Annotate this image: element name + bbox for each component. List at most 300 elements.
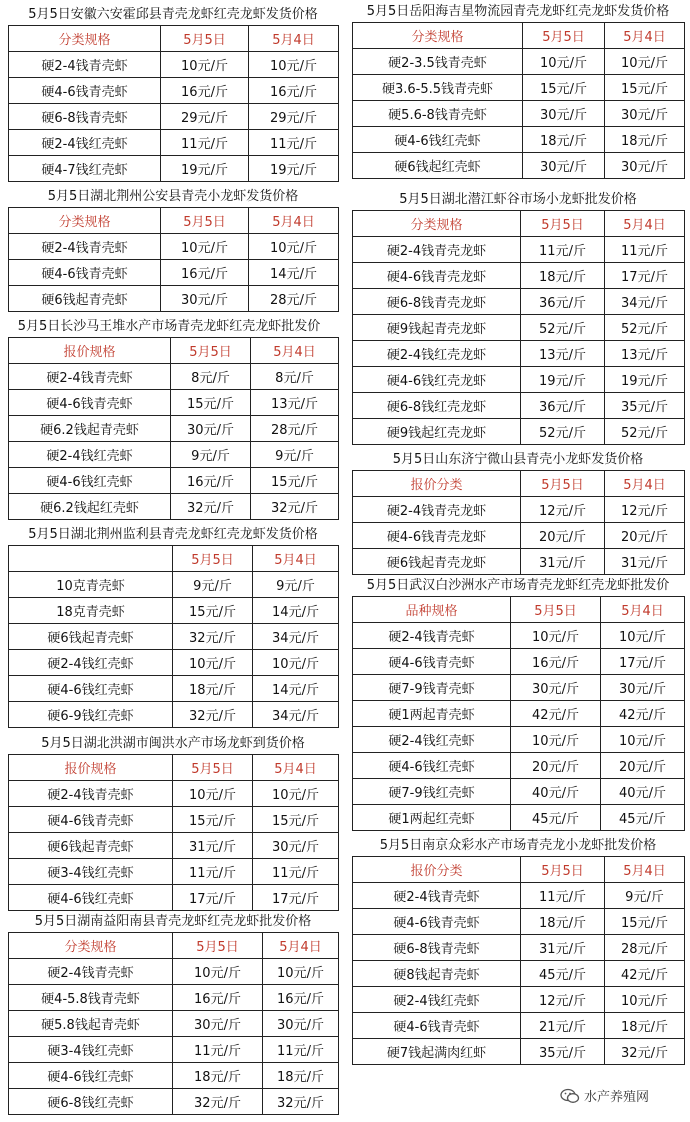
- spec-cell: 硬2-4钱红壳虾: [353, 987, 521, 1013]
- table-header-row: [9, 546, 339, 572]
- spec-cell: 硬2-4钱红壳龙虾: [353, 341, 521, 367]
- header-cell: 5月4日: [605, 23, 685, 49]
- table-row: [353, 779, 685, 805]
- header-cell: 5月4日: [601, 597, 685, 623]
- spec-cell: 硬2-4钱红壳虾: [9, 650, 173, 676]
- price-table: [8, 337, 339, 520]
- price-cell: 52元/斤: [605, 315, 685, 341]
- table-row: [353, 1013, 685, 1039]
- table-title: 5月5日岳阳海吉星物流园青壳龙虾红壳龙虾发货价格: [366, 4, 670, 19]
- table-row: [353, 101, 685, 127]
- price-cell: 29元/斤: [161, 104, 249, 130]
- price-cell: 10元/斤: [161, 234, 249, 260]
- table-row: [9, 1089, 339, 1115]
- price-cell: 8元/斤: [251, 364, 339, 390]
- header-cell: 5月5日: [173, 755, 253, 781]
- table-title: 5月5日长沙马王堆水产市场青壳龙虾红壳龙虾批发价: [17, 319, 321, 334]
- header-cell: 5月5日: [521, 857, 605, 883]
- price-cell: 32元/斤: [173, 1089, 263, 1115]
- price-cell: 34元/斤: [605, 289, 685, 315]
- price-table-block: [352, 190, 684, 445]
- header-cell: 5月5日: [161, 26, 249, 52]
- spec-cell: 硬6-9钱红壳虾: [9, 702, 173, 728]
- header-cell: 5月4日: [249, 26, 339, 52]
- price-cell: 9元/斤: [251, 442, 339, 468]
- price-cell: 11元/斤: [249, 130, 339, 156]
- price-cell: 10元/斤: [249, 52, 339, 78]
- table-row: [9, 468, 339, 494]
- price-cell: 11元/斤: [521, 883, 605, 909]
- price-cell: 12元/斤: [521, 987, 605, 1013]
- wechat-icon: [560, 1088, 580, 1104]
- price-cell: 10元/斤: [601, 623, 685, 649]
- table-row: [9, 833, 339, 859]
- table-row: [353, 75, 685, 101]
- price-cell: 18元/斤: [173, 676, 253, 702]
- spec-cell: 硬6钱起青壳虾: [9, 833, 173, 859]
- header-cell: 品种规格: [353, 597, 511, 623]
- table-row: [353, 909, 685, 935]
- price-cell: 9元/斤: [605, 883, 685, 909]
- price-cell: 17元/斤: [173, 885, 253, 911]
- price-cell: 15元/斤: [605, 75, 685, 101]
- table-title: 5月5日安徽六安霍邱县青壳龙虾红壳龙虾发货价格: [28, 7, 318, 22]
- header-cell: 5月5日: [511, 597, 601, 623]
- price-cell: 30元/斤: [253, 833, 339, 859]
- price-cell: 15元/斤: [523, 75, 605, 101]
- table-row: [353, 753, 685, 779]
- price-cell: 14元/斤: [249, 260, 339, 286]
- watermark: [560, 1086, 649, 1105]
- price-cell: 10元/斤: [511, 727, 601, 753]
- spec-cell: 硬4-7钱红壳虾: [9, 156, 161, 182]
- spec-cell: 硬4-6钱红壳虾: [9, 885, 173, 911]
- spec-cell: 硬7-9钱红壳虾: [353, 779, 511, 805]
- price-cell: 31元/斤: [521, 549, 605, 575]
- price-cell: 31元/斤: [173, 833, 253, 859]
- price-table: [352, 470, 685, 575]
- table-row: [353, 1039, 685, 1065]
- price-table: [352, 22, 685, 179]
- price-cell: 52元/斤: [605, 419, 685, 445]
- table-row: [9, 676, 339, 702]
- spec-cell: 硬6钱起青壳虾: [9, 624, 173, 650]
- price-cell: 10元/斤: [601, 727, 685, 753]
- header-cell: 5月4日: [249, 208, 339, 234]
- table-row: [9, 959, 339, 985]
- header-cell: 5月4日: [605, 857, 685, 883]
- header-cell: 5月5日: [171, 338, 251, 364]
- spec-cell: 硬4-5.8钱青壳虾: [9, 985, 173, 1011]
- price-cell: 18元/斤: [521, 263, 605, 289]
- spec-cell: 硬2-4钱青壳虾: [9, 959, 173, 985]
- price-table: [352, 210, 685, 445]
- price-cell: 35元/斤: [521, 1039, 605, 1065]
- price-cell: 18元/斤: [605, 1013, 685, 1039]
- price-cell: 28元/斤: [251, 416, 339, 442]
- price-table-block: [8, 187, 338, 312]
- table-row: [353, 289, 685, 315]
- price-cell: 18元/斤: [605, 127, 685, 153]
- spec-cell: 硬7-9钱青壳虾: [353, 675, 511, 701]
- spec-cell: 硬5.6-8钱青壳虾: [353, 101, 523, 127]
- price-cell: 45元/斤: [521, 961, 605, 987]
- header-cell: 分类规格: [353, 23, 523, 49]
- spec-cell: 硬1两起青壳虾: [353, 701, 511, 727]
- price-table-block: [8, 734, 338, 911]
- table-row: [9, 1011, 339, 1037]
- table-row: [353, 649, 685, 675]
- price-cell: 16元/斤: [249, 78, 339, 104]
- table-title: 5月5日湖南益阳南县青壳龙虾红壳龙虾批发价格: [34, 914, 312, 929]
- spec-cell: 硬4-6钱青壳虾: [353, 909, 521, 935]
- price-cell: 10元/斤: [523, 49, 605, 75]
- price-cell: 29元/斤: [249, 104, 339, 130]
- table-row: [353, 153, 685, 179]
- price-cell: 40元/斤: [511, 779, 601, 805]
- price-cell: 28元/斤: [249, 286, 339, 312]
- price-cell: 10元/斤: [605, 987, 685, 1013]
- price-table-block: [8, 5, 338, 182]
- header-cell: 报价分类: [353, 857, 521, 883]
- price-cell: 35元/斤: [605, 393, 685, 419]
- table-title: 5月5日湖北荆州监利县青壳龙虾红壳龙虾发货价格: [28, 527, 318, 542]
- spec-cell: 硬2-4钱青壳龙虾: [353, 237, 521, 263]
- table-title: 5月5日湖北荆州公安县青壳小龙虾发货价格: [47, 189, 299, 204]
- price-table-block: [8, 317, 338, 520]
- price-cell: 20元/斤: [601, 753, 685, 779]
- spec-cell: 硬4-6钱青壳虾: [9, 260, 161, 286]
- table-row: [353, 263, 685, 289]
- header-cell: [9, 546, 173, 572]
- spec-cell: 硬6.2钱起红壳虾: [9, 494, 171, 520]
- price-cell: 52元/斤: [521, 419, 605, 445]
- price-cell: 8元/斤: [171, 364, 251, 390]
- table-title: 5月5日湖北洪湖市闽洪水产市场龙虾到货价格: [41, 736, 305, 751]
- price-table-block: [352, 576, 684, 831]
- table-header-row: [353, 211, 685, 237]
- spec-cell: 硬4-6钱青壳虾: [353, 649, 511, 675]
- spec-cell: 硬4-6钱红壳虾: [353, 753, 511, 779]
- table-row: [9, 598, 339, 624]
- table-row: [9, 156, 339, 182]
- table-row: [353, 419, 685, 445]
- price-cell: 32元/斤: [251, 494, 339, 520]
- price-table-block: [352, 836, 684, 1065]
- header-cell: 5月5日: [173, 546, 253, 572]
- table-row: [353, 367, 685, 393]
- price-cell: 15元/斤: [253, 807, 339, 833]
- spec-cell: 硬6钱起青壳虾: [9, 286, 161, 312]
- table-header-row: [353, 23, 685, 49]
- table-row: [353, 961, 685, 987]
- price-cell: 10元/斤: [173, 959, 263, 985]
- spec-cell: 硬6钱起红壳虾: [353, 153, 523, 179]
- table-row: [353, 49, 685, 75]
- price-table: [8, 207, 339, 312]
- price-cell: 12元/斤: [521, 497, 605, 523]
- price-table: [8, 545, 339, 728]
- price-cell: 13元/斤: [605, 341, 685, 367]
- spec-cell: 硬6-8钱红壳虾: [9, 1089, 173, 1115]
- spec-cell: 硬4-6钱红壳虾: [353, 127, 523, 153]
- header-cell: 5月5日: [161, 208, 249, 234]
- table-row: [9, 885, 339, 911]
- price-table: [352, 856, 685, 1065]
- price-cell: 32元/斤: [173, 624, 253, 650]
- price-cell: 11元/斤: [605, 237, 685, 263]
- price-cell: 10元/斤: [263, 959, 339, 985]
- price-cell: 16元/斤: [161, 260, 249, 286]
- table-row: [9, 494, 339, 520]
- price-cell: 40元/斤: [601, 779, 685, 805]
- spec-cell: 硬2-4钱青壳虾: [9, 52, 161, 78]
- spec-cell: 硬9钱起青壳龙虾: [353, 315, 521, 341]
- spec-cell: 硬2-4钱青壳虾: [9, 364, 171, 390]
- table-row: [9, 442, 339, 468]
- price-table-block: [352, 450, 684, 575]
- price-cell: 12元/斤: [605, 497, 685, 523]
- table-header-row: [9, 208, 339, 234]
- table-row: [9, 390, 339, 416]
- price-table: [8, 25, 339, 182]
- header-cell: 5月4日: [253, 755, 339, 781]
- price-cell: 30元/斤: [523, 153, 605, 179]
- price-cell: 13元/斤: [521, 341, 605, 367]
- price-cell: 9元/斤: [171, 442, 251, 468]
- price-cell: 30元/斤: [263, 1011, 339, 1037]
- price-cell: 11元/斤: [253, 859, 339, 885]
- price-cell: 20元/斤: [521, 523, 605, 549]
- header-cell: 5月4日: [251, 338, 339, 364]
- spec-cell: 硬8钱起青壳虾: [353, 961, 521, 987]
- header-cell: 5月4日: [253, 546, 339, 572]
- price-cell: 10元/斤: [249, 234, 339, 260]
- price-cell: 13元/斤: [251, 390, 339, 416]
- table-row: [353, 805, 685, 831]
- price-table: [352, 596, 685, 831]
- spec-cell: 硬4-6钱青壳虾: [9, 807, 173, 833]
- price-cell: 42元/斤: [605, 961, 685, 987]
- price-cell: 45元/斤: [511, 805, 601, 831]
- spec-cell: 硬4-6钱青壳龙虾: [353, 263, 521, 289]
- price-table-block: [8, 525, 338, 728]
- header-cell: 报价规格: [9, 755, 173, 781]
- price-cell: 16元/斤: [511, 649, 601, 675]
- spec-cell: 18克青壳虾: [9, 598, 173, 624]
- table-row: [353, 341, 685, 367]
- table-row: [353, 987, 685, 1013]
- table-row: [9, 260, 339, 286]
- table-row: [353, 315, 685, 341]
- price-cell: 18元/斤: [523, 127, 605, 153]
- spec-cell: 硬9钱起红壳龙虾: [353, 419, 521, 445]
- price-cell: 14元/斤: [253, 676, 339, 702]
- price-cell: 18元/斤: [173, 1063, 263, 1089]
- price-cell: 52元/斤: [521, 315, 605, 341]
- price-cell: 17元/斤: [601, 649, 685, 675]
- table-header-row: [353, 857, 685, 883]
- price-cell: 20元/斤: [605, 523, 685, 549]
- price-cell: 14元/斤: [253, 598, 339, 624]
- spec-cell: 硬4-6钱红壳龙虾: [353, 367, 521, 393]
- table-row: [353, 127, 685, 153]
- price-cell: 15元/斤: [605, 909, 685, 935]
- price-cell: 28元/斤: [605, 935, 685, 961]
- price-cell: 42元/斤: [601, 701, 685, 727]
- table-row: [353, 675, 685, 701]
- price-cell: 10元/斤: [253, 781, 339, 807]
- header-cell: 5月4日: [605, 211, 685, 237]
- table-header-row: [9, 26, 339, 52]
- header-cell: 报价规格: [9, 338, 171, 364]
- watermark-text: 水产养殖网: [584, 1090, 650, 1105]
- price-cell: 15元/斤: [171, 390, 251, 416]
- spec-cell: 硬4-6钱青壳龙虾: [353, 523, 521, 549]
- price-cell: 19元/斤: [161, 156, 249, 182]
- spec-cell: 硬1两起红壳虾: [353, 805, 511, 831]
- price-cell: 19元/斤: [605, 367, 685, 393]
- header-cell: 5月5日: [523, 23, 605, 49]
- table-row: [353, 549, 685, 575]
- spec-cell: 硬4-6钱青壳虾: [9, 390, 171, 416]
- price-cell: 19元/斤: [249, 156, 339, 182]
- price-cell: 15元/斤: [173, 807, 253, 833]
- price-cell: 31元/斤: [521, 935, 605, 961]
- price-cell: 30元/斤: [511, 675, 601, 701]
- header-cell: 分类规格: [9, 933, 173, 959]
- header-cell: 5月5日: [521, 211, 605, 237]
- price-cell: 10元/斤: [605, 49, 685, 75]
- price-cell: 10元/斤: [253, 650, 339, 676]
- header-cell: 报价分类: [353, 471, 521, 497]
- header-cell: 5月4日: [605, 471, 685, 497]
- table-row: [9, 807, 339, 833]
- price-cell: 11元/斤: [173, 859, 253, 885]
- spec-cell: 硬6-8钱青壳龙虾: [353, 289, 521, 315]
- price-cell: 15元/斤: [173, 598, 253, 624]
- price-cell: 34元/斤: [253, 624, 339, 650]
- price-cell: 17元/斤: [605, 263, 685, 289]
- table-row: [9, 286, 339, 312]
- table-row: [9, 416, 339, 442]
- spec-cell: 硬2-4钱青壳虾: [353, 883, 521, 909]
- price-cell: 16元/斤: [263, 985, 339, 1011]
- table-row: [9, 624, 339, 650]
- price-cell: 20元/斤: [511, 753, 601, 779]
- price-cell: 21元/斤: [521, 1013, 605, 1039]
- table-row: [9, 104, 339, 130]
- table-row: [9, 234, 339, 260]
- price-cell: 10元/斤: [173, 781, 253, 807]
- spec-cell: 硬3-4钱红壳虾: [9, 859, 173, 885]
- table-row: [9, 702, 339, 728]
- table-header-row: [353, 471, 685, 497]
- spec-cell: 硬4-6钱红壳虾: [9, 468, 171, 494]
- header-cell: 分类规格: [353, 211, 521, 237]
- price-cell: 16元/斤: [173, 985, 263, 1011]
- price-cell: 15元/斤: [251, 468, 339, 494]
- table-header-row: [9, 338, 339, 364]
- spec-cell: 硬2-3.5钱青壳虾: [353, 49, 523, 75]
- table-row: [353, 393, 685, 419]
- spec-cell: 10克青壳虾: [9, 572, 173, 598]
- price-cell: 11元/斤: [263, 1037, 339, 1063]
- price-cell: 36元/斤: [521, 289, 605, 315]
- price-table: [8, 754, 339, 911]
- price-cell: 9元/斤: [253, 572, 339, 598]
- price-table-block: [8, 912, 338, 1115]
- spec-cell: 硬6-8钱红壳龙虾: [353, 393, 521, 419]
- table-header-row: [353, 597, 685, 623]
- price-cell: 11元/斤: [521, 237, 605, 263]
- price-cell: 11元/斤: [161, 130, 249, 156]
- spec-cell: 硬2-4钱红壳虾: [9, 130, 161, 156]
- price-cell: 34元/斤: [253, 702, 339, 728]
- table-row: [9, 572, 339, 598]
- price-cell: 42元/斤: [511, 701, 601, 727]
- price-cell: 11元/斤: [173, 1037, 263, 1063]
- price-cell: 30元/斤: [601, 675, 685, 701]
- table-row: [353, 623, 685, 649]
- price-cell: 45元/斤: [601, 805, 685, 831]
- price-cell: 19元/斤: [521, 367, 605, 393]
- header-cell: 5月4日: [263, 933, 339, 959]
- table-row: [9, 130, 339, 156]
- price-cell: 18元/斤: [521, 909, 605, 935]
- table-row: [353, 701, 685, 727]
- spec-cell: 硬4-6钱青壳虾: [9, 78, 161, 104]
- spec-cell: 硬6钱起青壳龙虾: [353, 549, 521, 575]
- price-cell: 32元/斤: [173, 702, 253, 728]
- header-cell: 分类规格: [9, 26, 161, 52]
- header-cell: 5月5日: [521, 471, 605, 497]
- price-cell: 10元/斤: [161, 52, 249, 78]
- table-row: [353, 935, 685, 961]
- table-row: [9, 1037, 339, 1063]
- table-row: [9, 781, 339, 807]
- table-row: [9, 859, 339, 885]
- spec-cell: 硬2-4钱青壳虾: [9, 234, 161, 260]
- price-cell: 30元/斤: [161, 286, 249, 312]
- spec-cell: 硬4-6钱红壳虾: [9, 676, 173, 702]
- table-title: 5月5日湖北潜江虾谷市场小龙虾批发价格: [399, 192, 637, 207]
- spec-cell: 硬4-6钱青壳虾: [353, 1013, 521, 1039]
- price-cell: 32元/斤: [263, 1089, 339, 1115]
- price-cell: 30元/斤: [171, 416, 251, 442]
- table-row: [9, 650, 339, 676]
- spec-cell: 硬3.6-5.5钱青壳虾: [353, 75, 523, 101]
- table-title: 5月5日南京众彩水产市场青壳龙小龙虾批发价格: [379, 838, 657, 853]
- table-row: [353, 883, 685, 909]
- table-row: [353, 237, 685, 263]
- table-row: [353, 523, 685, 549]
- price-cell: 32元/斤: [171, 494, 251, 520]
- table-row: [353, 497, 685, 523]
- price-cell: 36元/斤: [521, 393, 605, 419]
- price-cell: 30元/斤: [523, 101, 605, 127]
- price-cell: 32元/斤: [605, 1039, 685, 1065]
- table-header-row: [9, 755, 339, 781]
- price-cell: 16元/斤: [171, 468, 251, 494]
- price-table-block: [352, 2, 684, 179]
- price-cell: 31元/斤: [605, 549, 685, 575]
- price-cell: 17元/斤: [253, 885, 339, 911]
- table-row: [9, 364, 339, 390]
- spec-cell: 硬6-8钱青壳虾: [353, 935, 521, 961]
- price-cell: 30元/斤: [605, 101, 685, 127]
- table-row: [9, 78, 339, 104]
